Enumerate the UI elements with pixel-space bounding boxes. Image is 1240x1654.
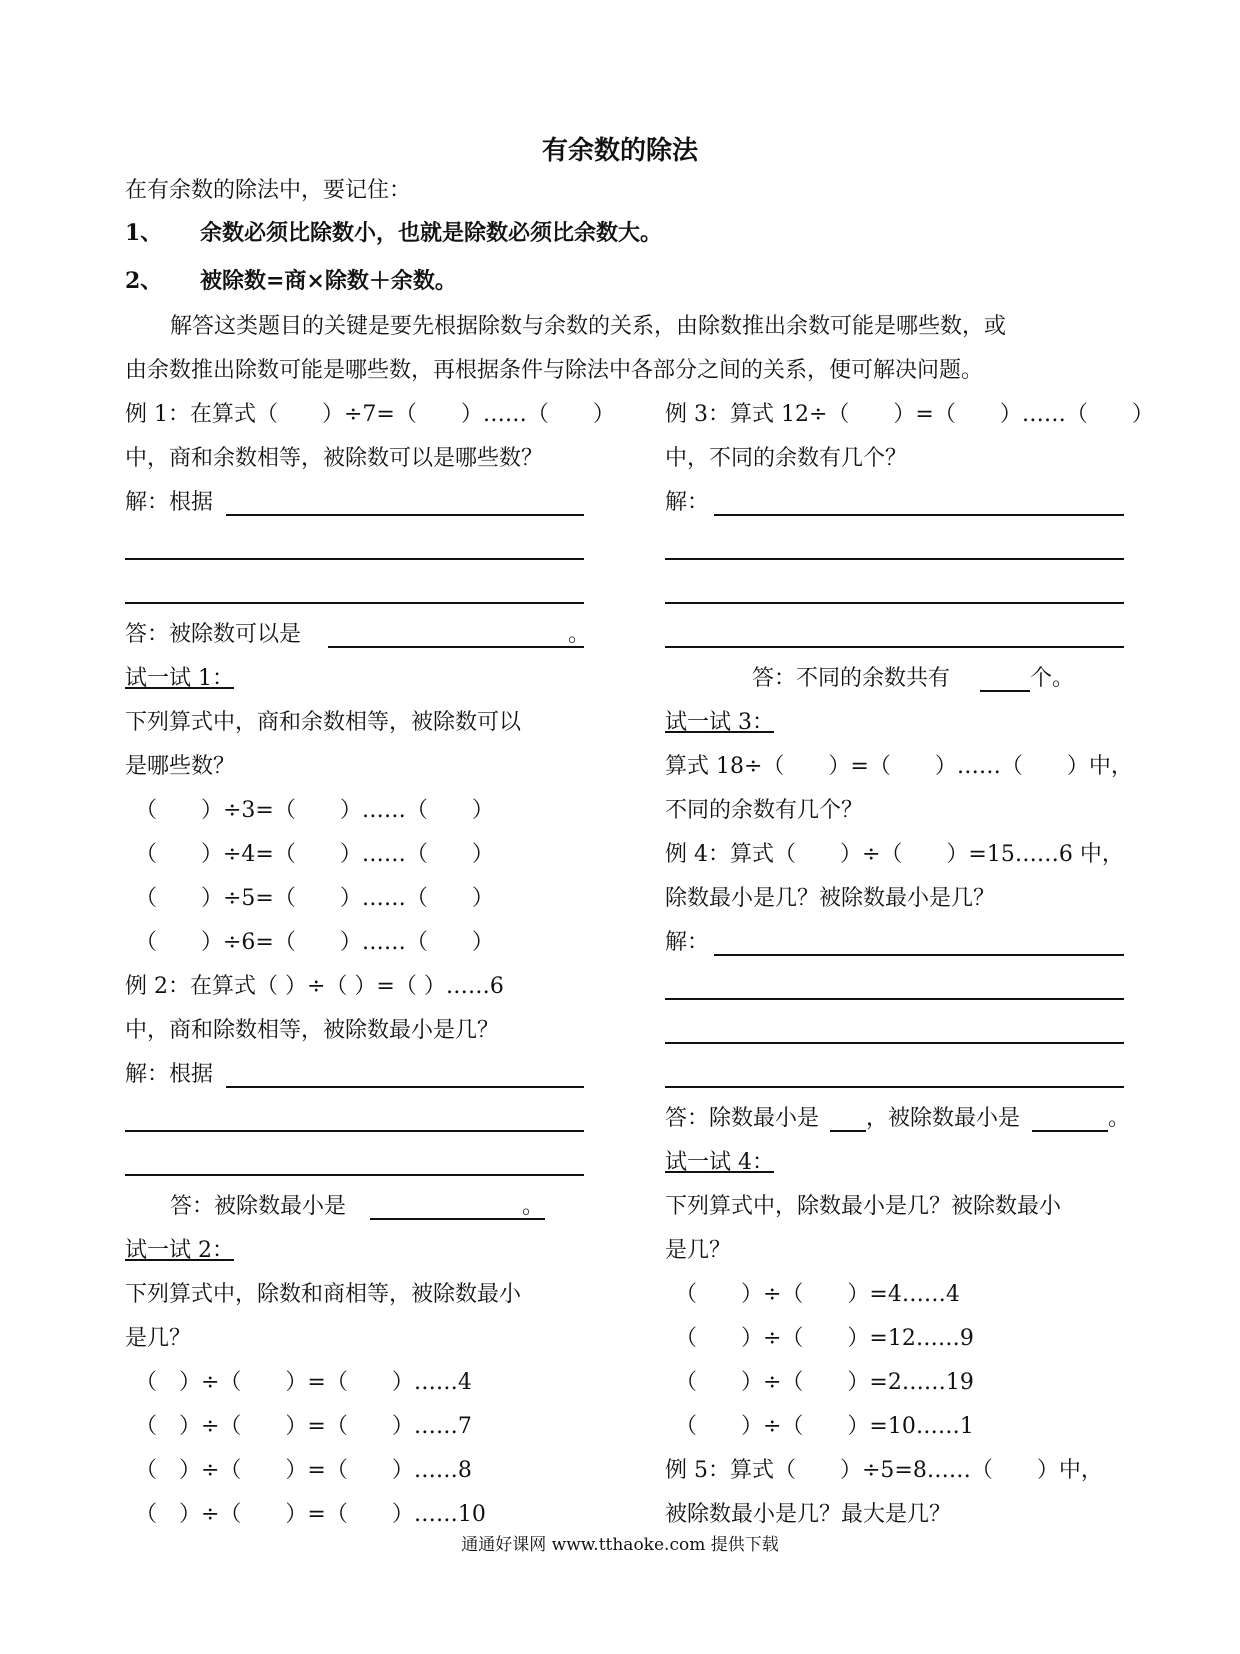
example-3-answer-line[interactable] <box>665 646 1124 648</box>
example-4-answer-line[interactable] <box>665 1042 1124 1044</box>
example-1-answer-period: 。 <box>568 622 591 647</box>
example-4-divisor-blank[interactable] <box>830 1130 866 1132</box>
try-1-line-2: 是哪些数？ <box>125 754 236 779</box>
try-1-equation: （ ）÷3=（ ）……（ ） <box>135 798 494 823</box>
example-2-answer-blank[interactable] <box>370 1218 545 1220</box>
rule-2-text: 被除数=商×除数＋余数。 <box>200 268 457 294</box>
example-4-answer-label-a: 答：除数最小是 <box>665 1106 820 1131</box>
try-2-equation: （ ）÷（ ）=（ ）……10 <box>135 1502 486 1527</box>
example-2-answer-line[interactable] <box>125 1174 584 1176</box>
try-4-equation: （ ）÷（ ）=2……19 <box>675 1370 974 1395</box>
try-4-title: 试一试 4： <box>665 1150 774 1175</box>
try-2-title: 试一试 2： <box>125 1238 234 1263</box>
example-3-answer-unit: 个。 <box>1030 666 1075 691</box>
example-4-solution-label: 解： <box>665 930 710 955</box>
try-4-equation: （ ）÷（ ）=4……4 <box>675 1282 960 1307</box>
example-4-line-1: 例 4：算式（ ）÷（ ）=15……6 中， <box>665 842 1124 867</box>
try-3-title: 试一试 3： <box>665 710 774 735</box>
try-3-line-1: 算式 18÷（ ）=（ ）……（ ）中， <box>665 754 1133 779</box>
try-4-equation: （ ）÷（ ）=12……9 <box>675 1326 974 1351</box>
try-1-line-1: 下列算式中，商和余数相等，被除数可以 <box>125 710 522 735</box>
example-4-dividend-blank[interactable] <box>1032 1130 1108 1132</box>
example-3-answer-line[interactable] <box>665 602 1124 604</box>
example-4-line-2: 除数最小是几？被除数最小是几？ <box>665 886 996 911</box>
example-1-answer-label: 答：被除数可以是 <box>125 622 302 647</box>
try-2-equation: （ ）÷（ ）=（ ）……8 <box>135 1458 472 1483</box>
example-5-line-2: 被除数最小是几？最大是几？ <box>665 1502 952 1527</box>
example-1-line-2: 中，商和余数相等，被除数可以是哪些数？ <box>125 446 544 471</box>
try-4-line-1: 下列算式中，除数最小是几？被除数最小 <box>665 1194 1062 1219</box>
example-2-line-1: 例 2：在算式（ ）÷（ ）=（ ）……6 <box>125 974 504 999</box>
try-2-equation: （ ）÷（ ）=（ ）……7 <box>135 1414 472 1439</box>
example-1-answer-line[interactable] <box>125 558 584 560</box>
footer-text: 通通好课网 www.tthaoke.com 提供下载 <box>461 1535 779 1555</box>
try-2-equation: （ ）÷（ ）=（ ）……4 <box>135 1370 472 1395</box>
example-1-answer-blank[interactable] <box>328 646 584 648</box>
example-2-answer-period: 。 <box>522 1194 545 1219</box>
example-2-answer-line[interactable] <box>125 1130 584 1132</box>
try-1-equation: （ ）÷4=（ ）……（ ） <box>135 842 494 867</box>
example-3-line-2: 中，不同的余数有几个？ <box>665 446 908 471</box>
example-1-answer-line[interactable] <box>226 514 584 516</box>
rule-1-number: 1、 <box>125 220 163 246</box>
example-1-solution-label: 解：根据 <box>125 490 214 515</box>
rule-2-number: 2、 <box>125 268 163 294</box>
example-3-solution-label: 解： <box>665 490 710 515</box>
try-4-line-2: 是几？ <box>665 1238 732 1263</box>
try-1-title: 试一试 1： <box>125 666 234 691</box>
example-3-answer-line[interactable] <box>665 558 1124 560</box>
example-3-answer-line[interactable] <box>714 514 1124 516</box>
example-4-answer-period: 。 <box>1108 1106 1131 1131</box>
try-2-line-2: 是几？ <box>125 1326 192 1351</box>
try-3-line-2: 不同的余数有几个？ <box>665 798 864 823</box>
explanation-line-1: 解答这类题目的关键是要先根据除数与余数的关系，由除数推出余数可能是哪些数，或 <box>170 314 1007 339</box>
example-1-line-1: 例 1：在算式（ ）÷7=（ ）……（ ） <box>125 402 615 427</box>
intro-text: 在有余数的除法中，要记住： <box>125 178 412 203</box>
example-2-answer-label: 答：被除数最小是 <box>170 1194 347 1219</box>
example-4-answer-line[interactable] <box>665 998 1124 1000</box>
rule-1-text: 余数必须比除数小，也就是除数必须比余数大。 <box>200 220 663 246</box>
try-2-line-1: 下列算式中，除数和商相等，被除数最小 <box>125 1282 522 1307</box>
example-3-line-1: 例 3：算式 12÷（ ）=（ ）……（ ） <box>665 402 1154 427</box>
page-title: 有余数的除法 <box>541 136 698 166</box>
example-5-line-1: 例 5：算式（ ）÷5=8……（ ）中， <box>665 1458 1103 1483</box>
try-4-equation: （ ）÷（ ）=10……1 <box>675 1414 974 1439</box>
example-3-answer-blank[interactable] <box>980 690 1030 692</box>
example-4-answer-line[interactable] <box>714 954 1124 956</box>
example-2-solution-label: 解：根据 <box>125 1062 214 1087</box>
example-2-line-2: 中，商和除数相等，被除数最小是几？ <box>125 1018 500 1043</box>
example-4-answer-label-b: ，被除数最小是 <box>866 1106 1021 1131</box>
example-4-answer-line[interactable] <box>665 1086 1124 1088</box>
example-2-answer-line[interactable] <box>226 1086 584 1088</box>
try-1-equation: （ ）÷6=（ ）……（ ） <box>135 930 494 955</box>
try-1-equation: （ ）÷5=（ ）……（ ） <box>135 886 494 911</box>
example-1-answer-line[interactable] <box>125 602 584 604</box>
example-3-answer-label: 答：不同的余数共有 <box>752 666 951 691</box>
explanation-line-2: 由余数推出除数可能是哪些数，再根据条件与除法中各部分之间的关系，便可解决问题。 <box>125 358 984 383</box>
